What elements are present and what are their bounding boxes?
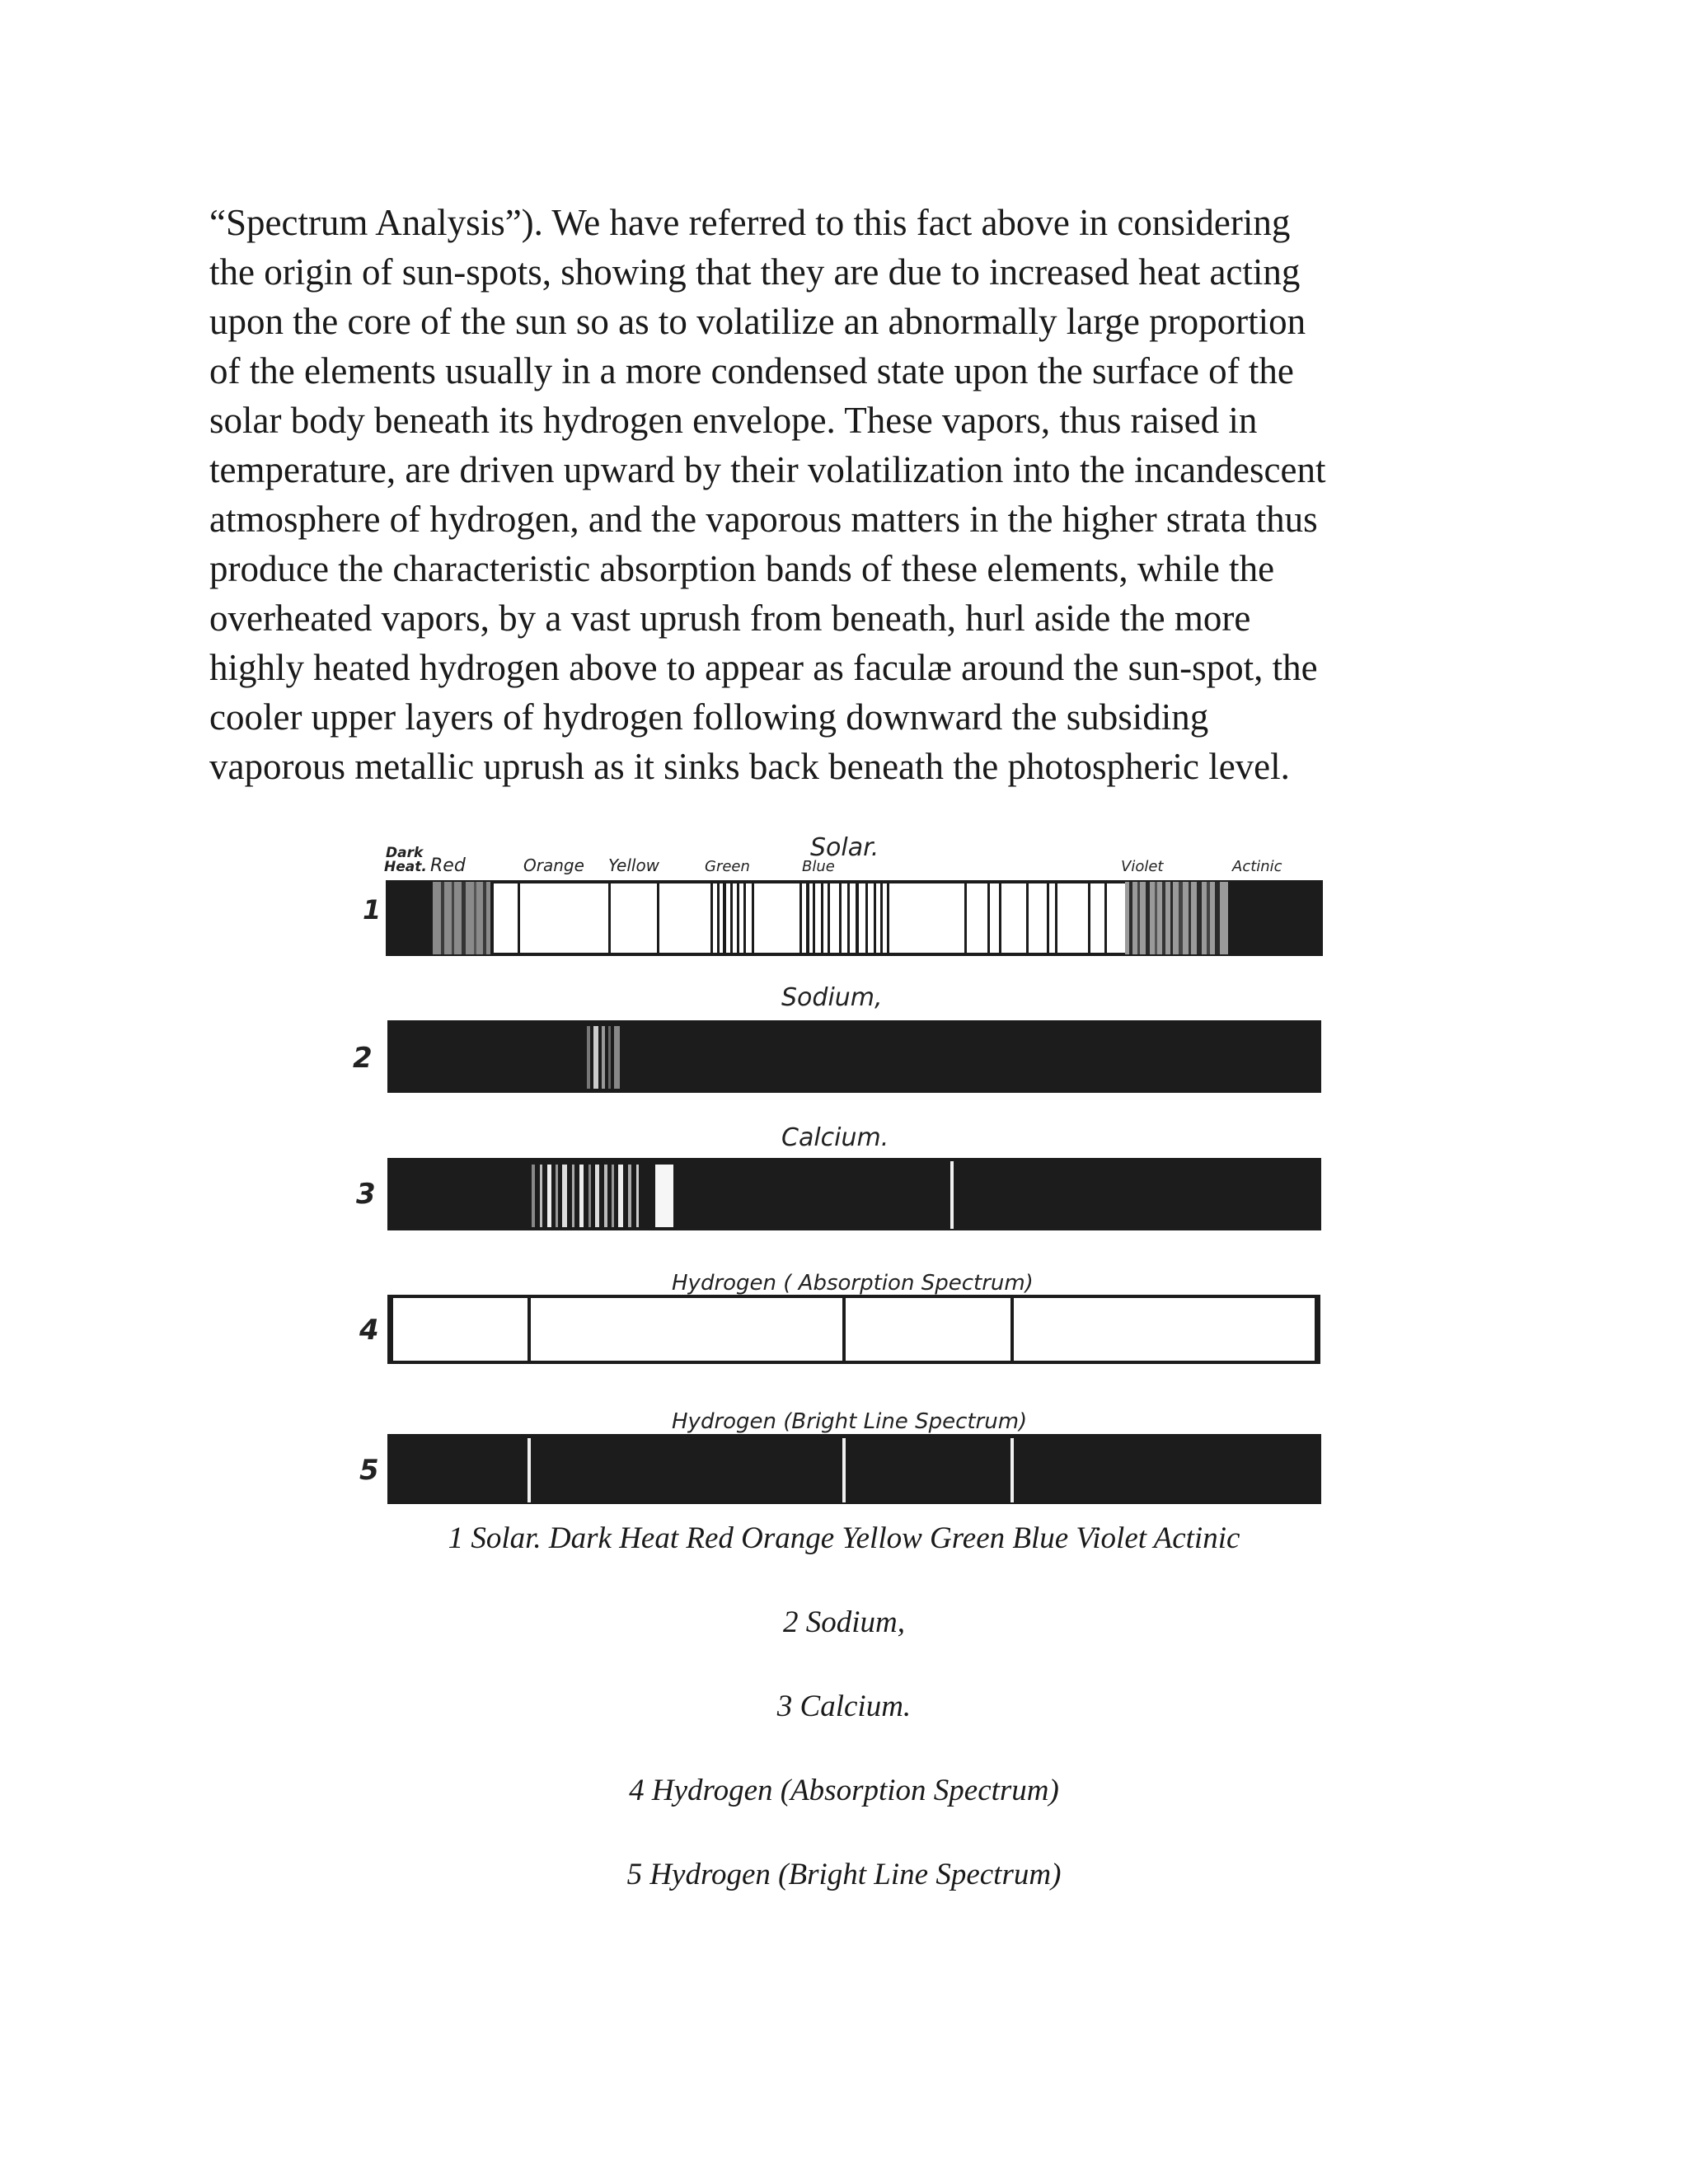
sodium-title: Sodium,: [781, 983, 883, 1012]
hydrogen-bright-band: [387, 1434, 1321, 1504]
body-line: of the elements usually in a more condensed state upon the surface of the: [209, 350, 1294, 391]
solar-label-actinic: Actinic: [1232, 858, 1282, 875]
caption-solar: 1 Solar. Dark Heat Red Orange Yellow Green Blue Violet Actinic: [448, 1521, 1240, 1555]
body-line: cooler upper layers of hydrogen following downward the subsiding: [209, 696, 1209, 738]
hydrogen-absorption-title: Hydrogen ( Absorption Spectrum): [672, 1271, 1034, 1296]
solar-label-green: Green: [705, 858, 750, 875]
solar-label-dark: Dark: [386, 845, 424, 861]
body-line: produce the characteristic absorption bands of these elements, while the: [209, 548, 1275, 589]
spectra-illustration: [330, 820, 1352, 1504]
solar-label-orange: Orange: [523, 855, 584, 875]
body-line: vaporous metallic uprush as it sinks back beneath the photospheric level.: [209, 746, 1290, 787]
caption-calcium: 3 Calcium.: [776, 1690, 912, 1723]
sodium-number: 2: [353, 1042, 373, 1075]
solar-label-heat: Heat.: [384, 859, 427, 875]
body-line: overheated vapors, by a vast uprush from beneath, hurl aside the more: [209, 598, 1251, 639]
solar-label-blue: Blue: [802, 858, 835, 875]
solar-title: Solar.: [810, 833, 879, 862]
solar-label-red: Red: [430, 855, 466, 876]
hydrogen-bright-title: Hydrogen (Bright Line Spectrum): [672, 1409, 1028, 1434]
body-line: highly heated hydrogen above to appear as faculæ around the sun-spot, the: [209, 647, 1318, 688]
body-line: upon the core of the sun so as to volatilize an abnormally large proportion: [209, 301, 1306, 342]
calcium-number: 3: [356, 1178, 376, 1211]
body-paragraph: [209, 198, 1495, 791]
caption-sodium: 2 Sodium,: [783, 1605, 905, 1639]
hydrogen-absorption-number: 4: [359, 1314, 379, 1347]
caption-hydrogen-bright: 5 Hydrogen (Bright Line Spectrum): [626, 1858, 1062, 1891]
caption-hydrogen-absorption: 4 Hydrogen (Absorption Spectrum): [629, 1774, 1059, 1807]
calcium-spectrum-band: [387, 1158, 1321, 1230]
solar-label-violet: Violet: [1121, 858, 1164, 875]
body-line: “Spectrum Analysis”). We have referred to this fact above in considering: [209, 202, 1291, 243]
solar-number: 1: [363, 894, 382, 926]
body-line: solar body beneath its hydrogen envelope. These vapors, thus raised in: [209, 400, 1258, 441]
body-line: atmosphere of hydrogen, and the vaporous matters in the higher strata thus: [209, 499, 1318, 540]
solar-spectrum-band: [387, 882, 1321, 954]
hydrogen-bright-number: 5: [359, 1454, 379, 1487]
sodium-spectrum-band: [387, 1020, 1321, 1093]
hydrogen-absorption-band: [387, 1295, 1320, 1364]
solar-label-yellow: Yellow: [608, 855, 660, 875]
body-line: the origin of sun-spots, showing that they are due to increased heat acting: [209, 251, 1301, 293]
body-line: temperature, are driven upward by their volatilization into the incandescent: [209, 449, 1326, 490]
calcium-title: Calcium.: [781, 1123, 889, 1152]
spectra-figure: [330, 820, 1352, 1504]
